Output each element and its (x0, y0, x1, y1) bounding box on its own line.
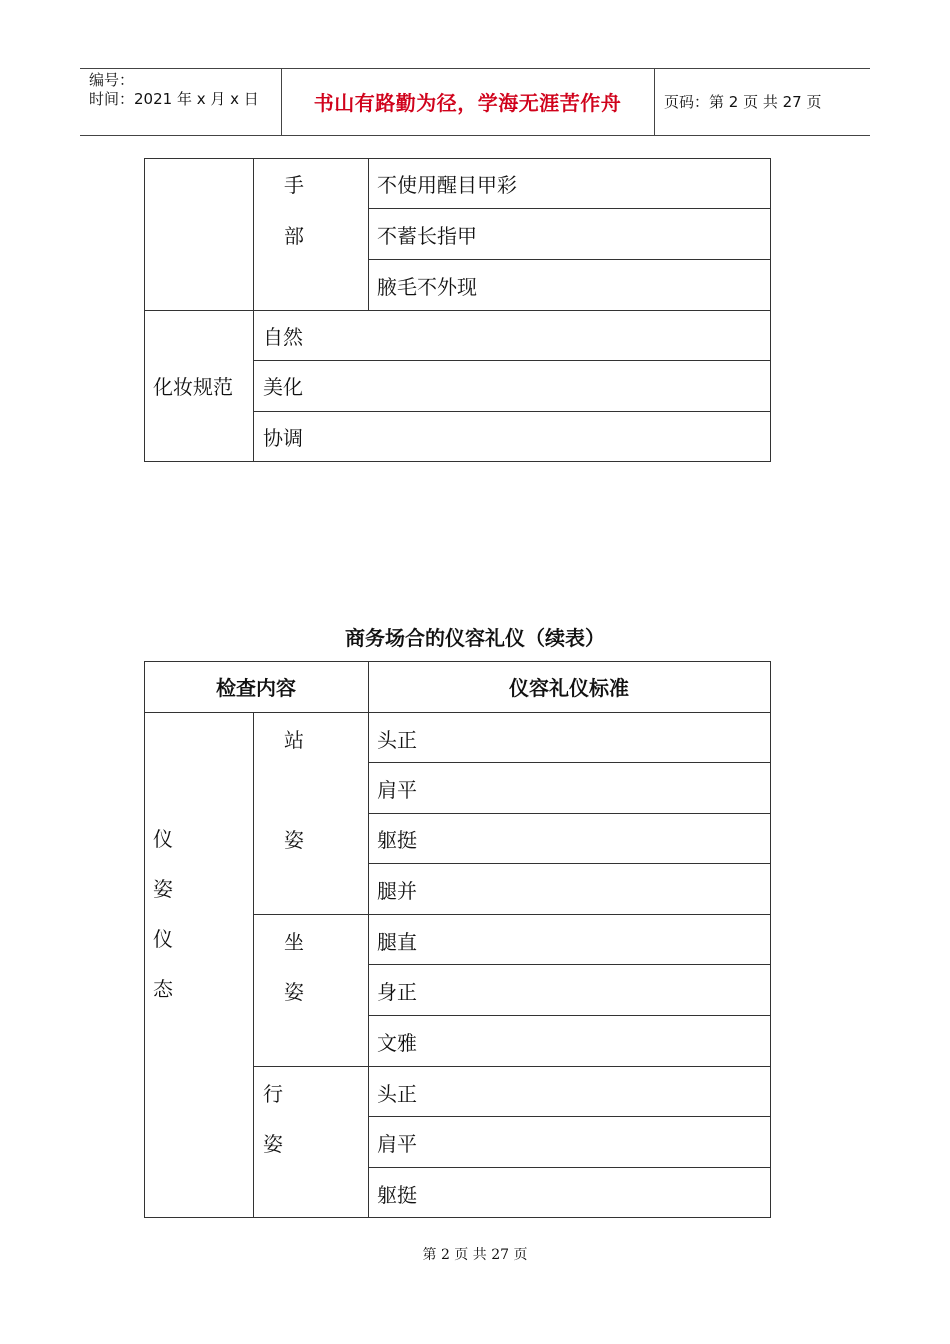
category-char: 仪 (153, 927, 173, 951)
table-row-divider (368, 1015, 771, 1016)
table-cell: 腿并 (377, 879, 417, 903)
category-char: 姿 (153, 877, 173, 901)
standing-label: 姿 (284, 828, 304, 852)
walking-label: 行 (263, 1082, 283, 1106)
table-border (144, 461, 771, 462)
table-cell: 文雅 (377, 1031, 417, 1055)
table-row-divider (368, 259, 771, 260)
header-page-info: 页码：第 2 页 共 27 页 (664, 93, 822, 111)
sitting-label: 坐 (284, 930, 304, 954)
table-cell: 肩平 (377, 1132, 417, 1156)
table-column-divider (253, 712, 254, 1217)
header-divider (654, 68, 655, 135)
table-row-divider (253, 360, 771, 361)
table-cell: 美化 (263, 375, 303, 399)
table-cell: 不使用醒目甲彩 (377, 173, 517, 197)
category-char: 仪 (153, 827, 173, 851)
table-header-divider (144, 712, 771, 713)
table-border (144, 661, 145, 1217)
table-row-divider (253, 1066, 771, 1067)
table-row-divider (368, 208, 771, 209)
table-column-divider (368, 661, 369, 1217)
standing-label: 站 (284, 728, 304, 752)
table-row-divider (368, 813, 771, 814)
table-cell: 肩平 (377, 778, 417, 802)
header-motto: 书山有路勤为径，学海无涯苦作舟 (313, 91, 622, 115)
category-char: 态 (153, 977, 173, 1001)
table-row-divider (368, 964, 771, 965)
sitting-label: 姿 (284, 980, 304, 1004)
table-cell: 自然 (263, 325, 303, 349)
table-column-divider (253, 158, 254, 461)
table-border (144, 158, 145, 461)
table-cell: 身正 (377, 980, 417, 1004)
hand-label: 手 (284, 173, 304, 197)
table-row-divider (368, 863, 771, 864)
table-border (770, 661, 771, 1217)
header-number-label: 编号： (89, 71, 135, 89)
table-header-cell: 仪容礼仪标准 (509, 676, 629, 700)
walking-label: 姿 (263, 1132, 283, 1156)
makeup-label: 化妆规范 (153, 375, 233, 399)
table-cell: 不蓄长指甲 (377, 224, 477, 248)
table-border (144, 158, 771, 159)
table-row-divider (368, 1116, 771, 1117)
table-row-divider (253, 914, 771, 915)
table-column-divider (368, 158, 369, 310)
table-header-cell: 检查内容 (216, 676, 296, 700)
table-border (144, 661, 771, 662)
page-footer: 第 2 页 共 27 页 (422, 1247, 528, 1263)
header-bottom-rule (80, 135, 870, 136)
table-row-divider (253, 411, 771, 412)
hand-label: 部 (284, 224, 304, 248)
table-cell: 协调 (263, 426, 303, 450)
table-border (770, 158, 771, 461)
table-border (144, 1217, 771, 1218)
table-cell: 腋毛不外现 (377, 275, 477, 299)
header-time-label: 时间：2021 年 x 月 x 日 (89, 90, 259, 108)
table-cell: 躯挺 (377, 828, 417, 852)
table-row-divider (144, 310, 771, 311)
table-cell: 躯挺 (377, 1183, 417, 1207)
table-row-divider (368, 762, 771, 763)
table-cell: 头正 (377, 728, 417, 752)
table-row-divider (368, 1167, 771, 1168)
table-cell: 腿直 (377, 930, 417, 954)
table-cell: 头正 (377, 1082, 417, 1106)
table-caption: 商务场合的仪容礼仪（续表） (345, 626, 605, 650)
